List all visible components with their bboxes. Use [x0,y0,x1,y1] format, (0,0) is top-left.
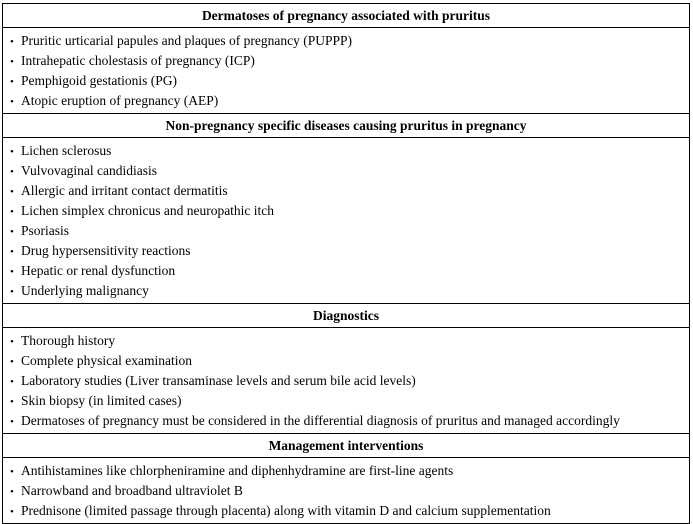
list-item [3,411,689,431]
list-item [3,501,689,521]
item-text: Laboratory studies (Liver transaminase levels and serum bile acid levels) [21,373,416,388]
section-body-diagnostics [3,328,689,434]
bullet-icon: • [10,396,14,408]
item-text: Allergic and irritant contact dermatitis [21,183,228,198]
item-text: Lichen simplex chronicus and neuropathic itch [21,203,275,218]
list-item [3,91,689,111]
item-text: Intrahepatic cholestasis of pregnancy (ICP) [21,53,255,68]
section-body-management [3,458,689,523]
item-text: Pemphigoid gestationis (PG) [21,73,177,88]
bullet-icon: • [10,56,14,68]
list-item [3,31,689,51]
bullet-icon: • [10,376,14,388]
list-item [3,461,689,481]
list-item [3,281,689,301]
list-item [3,201,689,221]
item-text: Psoriasis [21,223,70,238]
item-text: Narrowband and broadband ultraviolet B [21,483,243,498]
item-text: Underlying malignancy [21,283,149,298]
section-header-diagnostics: Diagnostics [3,304,689,328]
bullet-icon: • [10,336,14,348]
item-text: Prednisone (limited passage through placenta) along with vitamin D and calcium supplementation [21,503,551,518]
item-text: Pruritic urticarial papules and plaques of pregnancy (PUPPP) [21,33,353,48]
item-text: Dermatoses of pregnancy must be considered in the differential diagnosis of pruritus and managed accordingly [21,413,620,428]
item-text: Atopic eruption of pregnancy (AEP) [21,93,219,108]
bullet-icon: • [10,466,14,478]
list-item [3,351,689,371]
section-body-dermatoses [3,28,689,114]
item-text: Drug hypersensitivity reactions [21,243,191,258]
bullet-icon: • [10,286,14,298]
list-item [3,371,689,391]
list-item [3,481,689,501]
list-item [3,161,689,181]
bullet-icon: • [10,96,14,108]
bullet-icon: • [10,206,14,218]
bullet-icon: • [10,356,14,368]
list-item [3,221,689,241]
bullet-icon: • [10,506,14,518]
list-item [3,331,689,351]
section-header-non-pregnancy: Non-pregnancy specific diseases causing pruritus in pregnancy [3,114,689,138]
list-item [3,261,689,281]
item-text: Thorough history [21,333,116,348]
bullet-icon: • [10,226,14,238]
list-item [3,181,689,201]
bullet-icon: • [10,146,14,158]
section-header-management: Management interventions [3,434,689,458]
item-text: Lichen sclerosus [21,143,112,158]
section-body-non-pregnancy [3,138,689,304]
bullet-icon: • [10,486,14,498]
item-text: Hepatic or renal dysfunction [21,263,176,278]
item-text: Complete physical examination [21,353,192,368]
section-header-dermatoses: Dermatoses of pregnancy associated with pruritus [3,4,689,28]
pruritus-pregnancy-table [2,3,690,524]
list-item [3,241,689,261]
bullet-icon: • [10,36,14,48]
bullet-icon: • [10,416,14,428]
bullet-icon: • [10,186,14,198]
bullet-icon: • [10,166,14,178]
item-text: Antihistamines like chlorpheniramine and diphenhydramine are first-line agents [21,463,454,478]
list-item [3,51,689,71]
list-item [3,141,689,161]
bullet-icon: • [10,266,14,278]
bullet-icon: • [10,246,14,258]
list-item [3,391,689,411]
bullet-icon: • [10,76,14,88]
list-item [3,71,689,91]
item-text: Vulvovaginal candidiasis [21,163,158,178]
item-text: Skin biopsy (in limited cases) [21,393,182,408]
